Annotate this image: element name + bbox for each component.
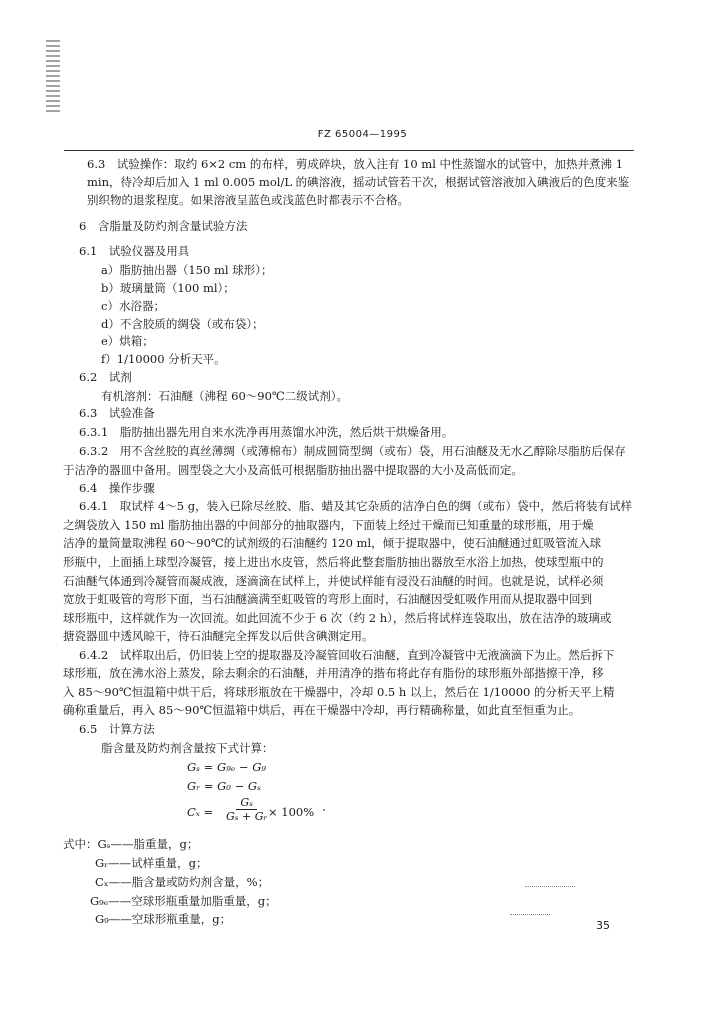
subsection-heading: 6.2 试剂 <box>79 370 132 384</box>
scan-binding-artifact <box>46 40 60 112</box>
standard-code-header: FZ 65004—1995 <box>317 129 408 140</box>
list-item: b）玻璃量筒（100 ml）； <box>101 281 235 295</box>
subsection-heading: 6.1 试验仪器及用具 <box>79 244 190 258</box>
definition-line: Cₓ——脂含量或防灼剂含量，%； <box>95 875 270 889</box>
fraction-numerator: Gₛ <box>236 796 257 810</box>
subsection-heading: 6.4 操作步骤 <box>79 481 155 495</box>
text-line: 搪瓷器皿中透风晾干，待石油醚完全挥发以后供含碘测定用。 <box>63 629 374 643</box>
text-line: 6.3 试验操作：取约 6×2 cm 的布样，剪成碎块，放入注有 10 ml 中性蒸馏水的试管中，加热并煮沸 1 <box>87 157 624 171</box>
text-line: 之绸袋放入 150 ml 脂肪抽出器的中间部分的抽取器内，下面装上经过干燥而已知重量的球形瓶，用于燥 <box>63 518 594 532</box>
text-line: 球形瓶中，这样就作为一次回流。如此回流不少于 6 次（约 2 h），然后将试样连袋取出，放在洁净的玻璃或 <box>63 611 612 625</box>
header-rule <box>64 150 634 151</box>
text-line: 别织物的退浆程度。如果溶液呈蓝色或浅蓝色时都表示不合格。 <box>87 193 409 207</box>
scan-speck <box>323 809 325 811</box>
formula-fat-weight: Gₛ = G₉ₑ − G₉ <box>187 760 267 774</box>
formula-sample-weight: Gᵣ = G₀ − Gₛ <box>187 779 261 793</box>
text-line: 有机溶剂：石油醚（沸程 60～90℃二级试剂）。 <box>101 389 349 403</box>
text-line: 球形瓶，放在沸水浴上蒸发，除去剩余的石油醚，并用清净的揩布将此存有脂份的球形瓶外部揩擦干净，移 <box>63 666 604 680</box>
text-line: 于洁净的器皿中备用。圆型袋之大小及高低可根据脂肪抽出器中提取器的大小及高低而定。 <box>63 463 523 477</box>
definition-line: 式中：Gₛ——脂重量，g； <box>63 837 199 851</box>
list-item: e）烘箱； <box>101 334 154 348</box>
text-line: 6.4.1 取试样 4～5 g，装入已除尽丝胶、脂、蜡及其它杂质的洁净白色的绸（或布）袋中，然后将装有试样 <box>79 499 633 513</box>
text-line: 洁净的量筒量取沸程 60～90℃的试剂级的石油醚约 120 ml，倾于提取器中，使石油醚通过虹吸管流入球 <box>63 536 602 550</box>
page-number: 35 <box>596 919 610 932</box>
text-line: min，待冷却后加入 1 ml 0.005 mol/L 的碘溶液，摇动试管若干次，根据试管溶液加入碘液后的色度来鉴 <box>87 175 630 189</box>
text-line: 宽放于虹吸管的弯形下面，当石油醚滴满至虹吸管的弯形上面时，石油醚因受虹吸作用而从提取器中回到 <box>63 592 592 606</box>
subsection-heading: 6.3 试验准备 <box>79 406 155 420</box>
list-item: c）水浴器； <box>101 299 165 313</box>
scan-speck <box>525 886 575 887</box>
text-line: 6.3.1 脂肪抽出器先用自来水洗净再用蒸馏水冲洗，然后烘干烘燥备用。 <box>79 425 454 439</box>
text-line: 6.4.2 试样取出后，仍旧装上空的提取器及冷凝管回收石油醚，直到冷凝管中无液滴滴下为止。然后拆下 <box>79 648 615 662</box>
scan-speck <box>510 914 550 915</box>
definition-line: Gᵣ——试样重量，g； <box>95 856 208 870</box>
fraction-denominator: Gₛ + Gᵣ <box>226 810 268 823</box>
text-line: 形瓶中，上面插上球型冷凝管，接上进出水皮管，然后将此整套脂肪抽出器放至水浴上加热，使球型瓶中的 <box>63 555 604 569</box>
formula-content-tail: × 100% <box>268 805 315 819</box>
list-item: d）不含胶质的绸袋（或布袋）； <box>101 317 264 331</box>
text-line: 脂含量及防灼剂含量按下式计算： <box>101 741 274 755</box>
formula-content-fraction <box>222 796 271 823</box>
subsection-heading: 6.5 计算方法 <box>79 722 155 736</box>
list-item: a）脂肪抽出器（150 ml 球形）； <box>101 263 273 277</box>
definition-line: G₉ₑ——空球形瓶重量加脂重量，g； <box>90 894 277 908</box>
section-heading: 6 含脂量及防灼剂含量试验方法 <box>79 219 248 233</box>
text-line: 6.3.2 用不含丝胶的真丝薄绸（或薄棉布）制成圆筒型绸（或布）袋，用石油醚及无水乙醇除尽脂肪后保存 <box>79 444 626 458</box>
text-line: 入 85～90℃恒温箱中烘干后，将球形瓶放在干燥器中，冷却 0.5 h 以上，然后在 1/10000 的分析天平上精 <box>63 685 615 699</box>
text-line: 石油醚气体通到冷凝管而凝成液，逐滴滴在试样上，并使试样能有浸没石油醚的时间。也就是说，试样必须 <box>63 574 604 588</box>
formula-content-lhs: Cₓ = <box>187 805 214 819</box>
text-line: 确称重量后，再入 85～90℃恒温箱中烘后，再在干燥器中冷却，再行精确称量，如此直至恒重为止。 <box>63 703 581 717</box>
list-item: f）1/10000 分析天平。 <box>101 352 226 366</box>
definition-line: G₉——空球形瓶重量，g； <box>95 912 232 926</box>
